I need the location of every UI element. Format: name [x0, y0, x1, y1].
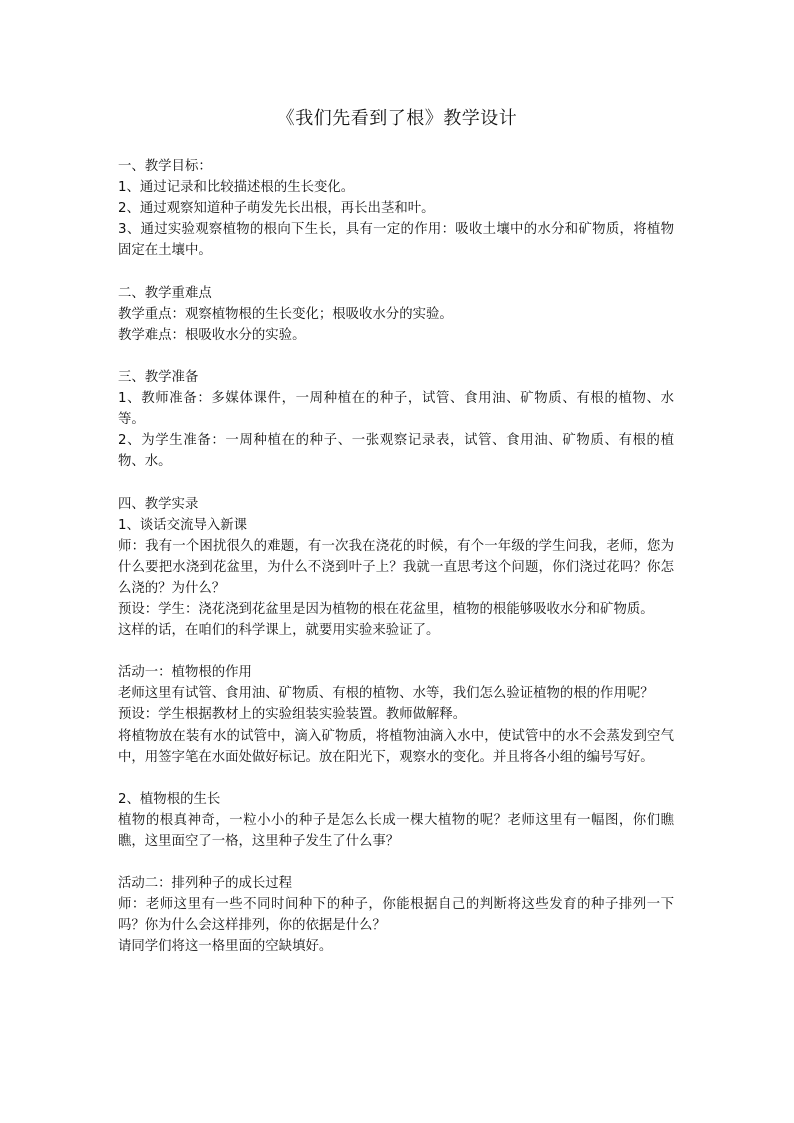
- difficult-point: 教学难点：根吸收水分的实验。: [118, 327, 306, 343]
- section-heading-objectives: 一、教学目标：: [118, 159, 212, 174]
- transition-paragraph: 这样的话，在咱们的科学课上，就要用实验来验证了。: [118, 623, 440, 639]
- subsection-heading-intro: 1、谈话交流导入新课: [118, 517, 248, 533]
- objective-item-3: 3、通过实验观察植物的根向下生长，具有一定的作用：吸收土壤中的水分和矿物质，将植物固定在土壤中。: [118, 222, 674, 259]
- blank-line: [118, 852, 674, 873]
- root-growth-paragraph: 植物的根真神奇，一粒小小的种子是怎么长成一棵大植物的呢？老师这里有一幅图，你们瞧瞧，这里面空了一格，这里种子发生了什么事？: [118, 812, 674, 849]
- document-title: 《我们先看到了根》教学设计: [276, 108, 518, 129]
- section-heading-record: 四、教学实录: [118, 496, 199, 512]
- blank-line: [118, 346, 674, 367]
- blank-line: [118, 261, 674, 282]
- teacher-dialogue: 师：我有一个困扰很久的难题，有一次我在浇花的时候，有个一年级的学生问我，老师，您为什么要把水浇到花盆里，为什么不浇到叶子上？我就一直思考这个问题，你们浇过花吗？你怎么浇的？为什么？: [118, 538, 674, 596]
- subsection-heading-root-growth: 2、植物根的生长: [118, 791, 221, 807]
- document-body: [118, 156, 674, 958]
- activity-1-procedure: 将植物放在装有水的试管中，滴入矿物质，将植物油滴入水中，使试管中的水不会蒸发到空气中，用签字笔在水面处做好标记。放在阳光下，观察水的变化。并且将各小组的编号写好。: [118, 728, 674, 765]
- activity-2-instruction: 请同学们将这一格里面的空缺填好。: [118, 939, 333, 955]
- activity-1-heading: 活动一：植物根的作用: [118, 665, 252, 681]
- student-preparation: 2、为学生准备：一周种植在的种子、一张观察记录表，试管、食用油、矿物质、有根的植物、水。: [118, 433, 674, 470]
- activity-1-question: 老师这里有试管、食用油、矿物质、有根的植物、水等，我们怎么验证植物的根的作用呢？: [118, 686, 654, 702]
- blank-line: [118, 472, 674, 493]
- activity-2-question: 师：老师这里有一些不同时间种下的种子，你能根据自己的判断将这些发育的种子排列一下吗？你为什么会这样排列，你的依据是什么？: [118, 897, 674, 934]
- objective-item-2: 2、通过观察知道种子萌发先长出根，再长出茎和叶。: [118, 201, 435, 217]
- key-point: 教学重点：观察植物根的生长变化；根吸收水分的实验。: [118, 306, 453, 322]
- objective-item-1: 1、通过记录和比较描述根的生长变化。: [118, 180, 355, 196]
- expected-answer: 预设：学生：浇花浇到花盆里是因为植物的根在花盆里，植物的根能够吸收水分和矿物质。: [118, 601, 654, 617]
- activity-1-expected: 预设：学生根据教材上的实验组装实验装置。教师做解释。: [118, 707, 467, 723]
- section-heading-key-points: 二、教学重难点: [118, 285, 212, 301]
- blank-line: [118, 768, 674, 789]
- teacher-preparation: 1、教师准备：多媒体课件，一周种植在的种子，试管、食用油、矿物质、有根的植物、水等。: [118, 391, 674, 428]
- activity-2-heading: 活动二：排列种子的成长过程: [118, 876, 293, 892]
- blank-line: [118, 641, 674, 662]
- section-heading-preparation: 三、教学准备: [118, 369, 199, 385]
